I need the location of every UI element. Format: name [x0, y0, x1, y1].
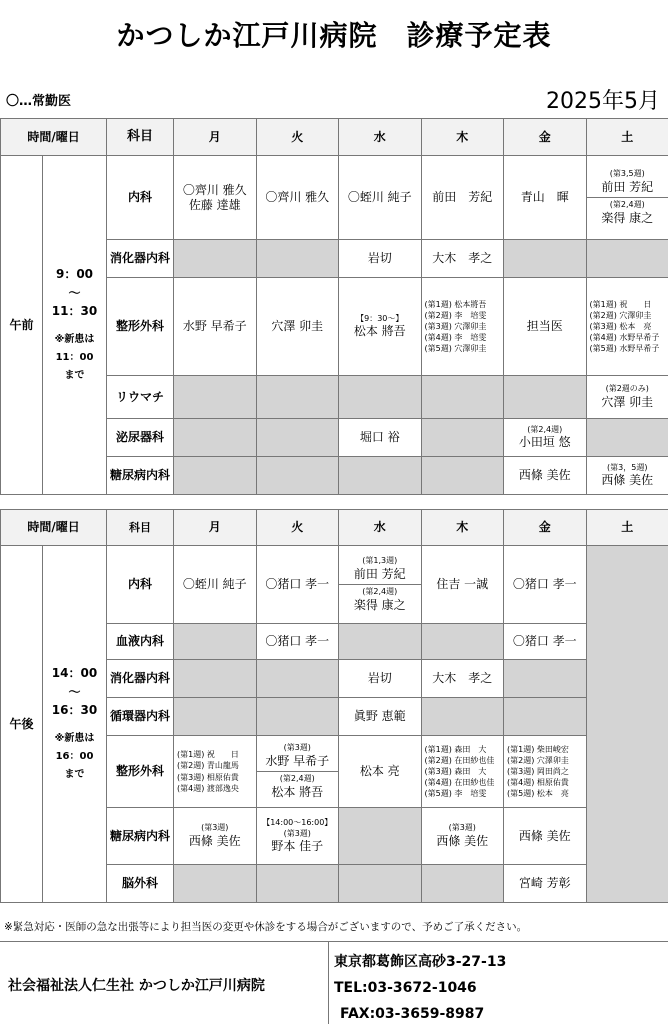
cell-thu: 大木 孝之 — [421, 240, 504, 278]
new-patient-note: ※新患は 11：00 まで — [43, 331, 106, 385]
dept-label: 循環器内科 — [107, 698, 174, 736]
cell-wed: 〇蛭川 純子 — [339, 156, 422, 240]
cell-mon: 〇蛭川 純子 — [174, 546, 257, 624]
time-start: 9：00 — [43, 265, 106, 284]
day-header-thu: 木 — [421, 510, 504, 546]
cell-sat: (第3,5週) 前田 芳紀 (第2,4週) 楽得 康之 — [586, 156, 668, 240]
cell-tue — [256, 376, 339, 419]
dept-header: 科目 — [107, 119, 174, 156]
afternoon-schedule-table — [0, 509, 668, 903]
cell-mon: 水野 早希子 — [174, 278, 257, 376]
day-header-wed: 水 — [339, 510, 422, 546]
day-header-fri: 金 — [504, 510, 587, 546]
corporation-name: 社会福祉法人仁生社 かつしか江戸川病院 — [8, 975, 265, 995]
time-end: 16：30 — [43, 701, 106, 720]
cell-tue: 〇猪口 孝一 — [256, 546, 339, 624]
cell-wed — [339, 457, 422, 495]
period-label: 午前 — [1, 156, 43, 495]
header-row — [1, 510, 668, 546]
cell-tue: (第3週) 水野 早希子 (第2,4週) 松本 將吾 — [256, 736, 339, 808]
cell-wed: 松本 亮 — [339, 736, 422, 808]
cell-tue — [256, 865, 339, 903]
cell-wed: 岩切 — [339, 660, 422, 698]
cell-tue: 〇齊川 雅久 — [256, 156, 339, 240]
cell-fri — [504, 240, 587, 278]
cell-mon — [174, 698, 257, 736]
cell-thu: (第1週) 松本將吾 (第2週) 李 培雯 (第3週) 穴澤卯圭 (第4週) 李 培雯 (第5週) 穴澤卯圭 — [421, 278, 504, 376]
cell-thu — [421, 865, 504, 903]
cell-tue: 【14:00～16:00】 (第3週) 野本 佳子 — [256, 808, 339, 865]
cell-fri: 宮崎 芳彰 — [504, 865, 587, 903]
dept-label: 内科 — [107, 546, 174, 624]
cell-wed — [339, 624, 422, 660]
cell-fri — [504, 660, 587, 698]
dept-label: 糖尿病内科 — [107, 457, 174, 495]
time-day-header: 時間/曜日 — [1, 510, 107, 546]
period-label: 午後 — [1, 546, 43, 903]
cell-wed: (第1,3週) 前田 芳紀 (第2,4週) 楽得 康之 — [339, 546, 422, 624]
dept-label: 消化器内科 — [107, 240, 174, 278]
footnote: ※緊急対応・医師の急な出張等により担当医の変更や休診をする場合がございますので、予めご了承ください。 — [4, 919, 527, 934]
time-start: 14：00 — [43, 664, 106, 683]
cell-mon — [174, 240, 257, 278]
cell-tue: 〇猪口 孝一 — [256, 624, 339, 660]
day-header-thu: 木 — [421, 119, 504, 156]
time-tilde: ～ — [43, 284, 106, 303]
cell-thu: (第1週) 森田 大 (第2週) 在田紗也佳 (第3週) 森田 大 (第4週) 在田紗也佳 (第5週) 李 培雯 — [421, 736, 504, 808]
header-row — [1, 119, 668, 156]
cell-sat: (第1週) 祝 日 (第2週) 穴澤卯圭 (第3週) 松本 亮 (第4週) 水野早希子 (第5週) 水野早希子 — [586, 278, 668, 376]
cell-mon: (第1週) 祝 日 (第2週) 青山龍馬 (第3週) 相原佑貴 (第4週) 渡部逸央 — [174, 736, 257, 808]
address: 東京都葛飾区高砂3-27-13 — [334, 949, 506, 975]
page-title: かつしか江戸川病院 診療予定表 — [0, 14, 668, 54]
morning-schedule-table — [0, 118, 668, 495]
day-header-tue: 火 — [256, 119, 339, 156]
cell-tue — [256, 457, 339, 495]
day-header-mon: 月 — [174, 510, 257, 546]
cell-wed: 堀口 裕 — [339, 419, 422, 457]
day-header-sat: 土 — [586, 510, 668, 546]
dept-label: 血液内科 — [107, 624, 174, 660]
dept-label: リウマチ — [107, 376, 174, 419]
cell-wed: 岩切 — [339, 240, 422, 278]
cell-mon — [174, 865, 257, 903]
cell-wed — [339, 865, 422, 903]
cell-thu: 前田 芳紀 — [421, 156, 504, 240]
table-row — [1, 546, 668, 624]
cell-mon — [174, 457, 257, 495]
cell-mon — [174, 376, 257, 419]
cell-thu — [421, 419, 504, 457]
cell-mon — [174, 624, 257, 660]
dept-label: 整形外科 — [107, 736, 174, 808]
cell-tue — [256, 698, 339, 736]
cell-fri: (第2,4週) 小田垣 悠 — [504, 419, 587, 457]
cell-thu — [421, 457, 504, 495]
new-patient-note: ※新患は 16：00 まで — [43, 730, 106, 784]
cell-tue — [256, 419, 339, 457]
legend: 〇…常勤医 — [6, 90, 71, 109]
dept-label: 泌尿器科 — [107, 419, 174, 457]
phone: TEL:03-3672-1046 — [334, 975, 506, 1001]
cell-fri — [504, 376, 587, 419]
cell-fri: 担当医 — [504, 278, 587, 376]
day-header-tue: 火 — [256, 510, 339, 546]
cell-tue — [256, 660, 339, 698]
cell-fri — [504, 698, 587, 736]
cell-thu: (第3週) 西條 美佐 — [421, 808, 504, 865]
contact-info — [334, 949, 506, 1027]
time-range — [43, 156, 107, 495]
cell-sat — [586, 419, 668, 457]
cell-sat — [586, 546, 668, 903]
cell-tue: 穴澤 卯圭 — [256, 278, 339, 376]
table-row — [1, 156, 668, 240]
day-header-wed: 水 — [339, 119, 422, 156]
dept-label: 内科 — [107, 156, 174, 240]
dept-label: 脳外科 — [107, 865, 174, 903]
cell-tue — [256, 240, 339, 278]
cell-sat — [586, 240, 668, 278]
cell-thu — [421, 376, 504, 419]
cell-thu: 住吉 一誠 — [421, 546, 504, 624]
cell-thu — [421, 698, 504, 736]
cell-sat: (第2週のみ) 穴澤 卯圭 — [586, 376, 668, 419]
cell-mon: (第3週) 西條 美佐 — [174, 808, 257, 865]
cell-fri: (第1週) 柴田峻宏 (第2週) 穴澤卯圭 (第3週) 岡田尚之 (第4週) 相原佑貴 (第5週) 松本 亮 — [504, 736, 587, 808]
cell-thu: 大木 孝之 — [421, 660, 504, 698]
cell-mon — [174, 660, 257, 698]
cell-mon: 〇齊川 雅久 佐藤 達雄 — [174, 156, 257, 240]
cell-mon — [174, 419, 257, 457]
cell-thu — [421, 624, 504, 660]
time-range — [43, 546, 107, 903]
cell-fri: 西條 美佐 — [504, 808, 587, 865]
cell-fri: 〇猪口 孝一 — [504, 624, 587, 660]
dept-label: 糖尿病内科 — [107, 808, 174, 865]
cell-sat: (第3，5週) 西條 美佐 — [586, 457, 668, 495]
cell-fri: 〇猪口 孝一 — [504, 546, 587, 624]
day-header-fri: 金 — [504, 119, 587, 156]
cell-fri: 青山 暉 — [504, 156, 587, 240]
dept-header: 科目 — [107, 510, 174, 546]
footer-divider — [328, 941, 329, 1024]
dept-label: 整形外科 — [107, 278, 174, 376]
time-end: 11：30 — [43, 302, 106, 321]
cell-wed — [339, 376, 422, 419]
cell-wed — [339, 808, 422, 865]
dept-label: 消化器内科 — [107, 660, 174, 698]
day-header-sat: 土 — [586, 119, 668, 156]
time-day-header: 時間/曜日 — [1, 119, 107, 156]
schedule-month: 2025年5月 — [546, 84, 660, 115]
fax: FAX:03-3659-8987 — [334, 1001, 506, 1027]
cell-wed: 眞野 恵範 — [339, 698, 422, 736]
day-header-mon: 月 — [174, 119, 257, 156]
cell-fri: 西條 美佐 — [504, 457, 587, 495]
time-tilde: ～ — [43, 683, 106, 702]
cell-wed: 【9：30～】 松本 將吾 — [339, 278, 422, 376]
